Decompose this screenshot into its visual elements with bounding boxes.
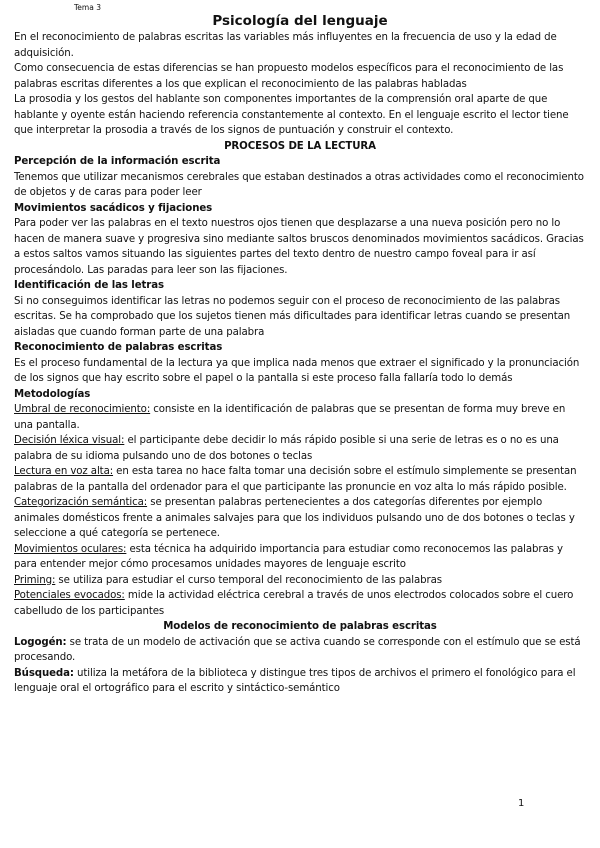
identificacion-text: Si no conseguimos identificar las letras no podemos seguir con el proceso de reconocimiento de las palabras escritas. Se ha comprobado que los sujetos tienen más dificultades para identificar letras cuando se presentan aisladas que cuando forman parte de una palabra bbox=[14, 295, 571, 338]
metodo-categorizacion-text: se presentan palabras pertenecientes a dos categorías diferentes por ejemplo animales domésticos frente a animales salvajes para que los individuos pulsando uno de dos botones o teclas y seleccione a qué categoría se pertenece. bbox=[14, 497, 575, 539]
metodo-priming-term: Priming: bbox=[14, 574, 56, 586]
metodo-categorizacion-term: Categorización semántica: bbox=[14, 497, 148, 508]
modelo-busqueda-text: utiliza la metáfora de la biblioteca y distingue tres tipos de archivos el primero el fonológico para el lenguaje oral el ortográfico para el escrito y sintáctico-semántico bbox=[14, 667, 576, 694]
metodo-decision-term: Decisión léxica visual: bbox=[14, 435, 125, 446]
modelo-logogen bbox=[14, 635, 586, 666]
metodo-umbral-term: Umbral de reconocimiento: bbox=[14, 404, 151, 415]
metodologias-title: Metodologías bbox=[14, 388, 91, 400]
modelo-busqueda bbox=[14, 666, 586, 697]
modelos-heading: Modelos de reconocimiento de palabras escritas bbox=[163, 621, 437, 632]
percepcion-text: Tenemos que utilizar mecanismos cerebrales que estaban destinados a otras actividades como el reconocimiento de objetos y de caras para poder leer bbox=[14, 171, 584, 198]
metodo-movimientos-text: esta técnica ha adquirido importancia para estudiar como reconocemos las palabras y para entender mejor cómo procesamos unidades mayores de lenguaje escrito bbox=[14, 543, 563, 570]
sacadicos-title: Movimientos sacádicos y fijaciones bbox=[14, 202, 213, 214]
document-title: Psicología del lenguaje bbox=[212, 13, 388, 29]
tema-label: Tema 3 bbox=[74, 3, 101, 12]
modelo-busqueda-term: Búsqueda: bbox=[14, 667, 74, 679]
percepcion-title: Percepción de la información escrita bbox=[14, 156, 221, 167]
metodo-priming-text: se utiliza para estudiar el curso temporal del reconocimiento de las palabras bbox=[55, 574, 442, 586]
intro-paragraph-1: En el reconocimiento de palabras escritas las variables más influyentes en la frecuencia de uso y la edad de adquisición. bbox=[14, 32, 557, 59]
metodo-lectura-text: en esta tarea no hace falta tomar una decisión sobre el estímulo simplemente se presentan palabras de la pantalla del ordenador para el que participante las pronuncie en voz alta lo más rápido posible. bbox=[14, 466, 577, 493]
metodo-decision bbox=[14, 433, 586, 464]
metodo-potenciales-text: mide la actividad eléctrica cerebral a través de unos electrodos colocados sobre el cuero cabelludo de los participantes bbox=[14, 590, 574, 617]
procesos-heading: PROCESOS DE LA LECTURA bbox=[224, 140, 376, 152]
metodo-potenciales-term: Potenciales evocados: bbox=[14, 590, 125, 601]
reconocimiento-text: Es el proceso fundamental de la lectura ya que implica nada menos que extraer el significado y la pronunciación de los signos que hay escrito sobre el papel o la pantalla si este proceso falla fallaría todo lo demás bbox=[14, 357, 580, 384]
intro-paragraph-2: Como consecuencia de estas diferencias se han propuesto modelos específicos para el reconocimiento de las palabras escritas diferentes a los que explican el reconocimiento de las palabras habladas bbox=[14, 63, 564, 90]
sacadicos-text: Para poder ver las palabras en el texto nuestros ojos tienen que desplazarse a una nueva posición pero no lo hacen de manera suave y progresiva sino mediante saltos bruscos denominados movimientos sacádicos. Gracias a estos saltos vamos situando las siguientes partes del texto dentro de nuestro campo foveal para ir así procesándolo. Las paradas para leer son las fijaciones. bbox=[14, 218, 584, 276]
metodo-movimientos-term: Movimientos oculares: bbox=[14, 543, 127, 555]
page-number: 1 bbox=[518, 798, 525, 809]
intro-paragraph-3: La prosodia y los gestos del hablante son componentes importantes de la comprensión oral aparte de que hablante y oyente están haciendo referencia constantemente al contexto. En el lenguaje escrito el lector tiene que interpretar la prosodia a través de los signos de puntuación y construir el contexto. bbox=[14, 94, 569, 136]
document-page bbox=[14, 2, 586, 697]
identificacion-title: Identificación de las letras bbox=[14, 280, 164, 291]
modelo-logogen-text: se trata de un modelo de activación que se activa cuando se corresponde con el estímulo que se está procesando. bbox=[14, 636, 581, 663]
metodo-potenciales bbox=[14, 588, 586, 619]
metodo-lectura bbox=[14, 464, 586, 495]
metodo-categorizacion bbox=[14, 495, 586, 542]
metodo-movimientos bbox=[14, 542, 586, 573]
metodo-priming bbox=[14, 573, 586, 589]
modelo-logogen-term: Logogén: bbox=[14, 636, 67, 648]
metodo-decision-text: el participante debe decidir lo más rápido posible si una serie de letras es o no es una palabra de su idioma pulsando uno de dos botones o teclas bbox=[14, 435, 559, 462]
reconocimiento-title: Reconocimiento de palabras escritas bbox=[14, 342, 223, 353]
metodo-umbral bbox=[14, 402, 586, 433]
metodo-umbral-text: consiste en la identificación de palabras que se presentan de forma muy breve en una pantalla. bbox=[14, 404, 566, 431]
metodo-lectura-term: Lectura en voz alta: bbox=[14, 466, 114, 477]
